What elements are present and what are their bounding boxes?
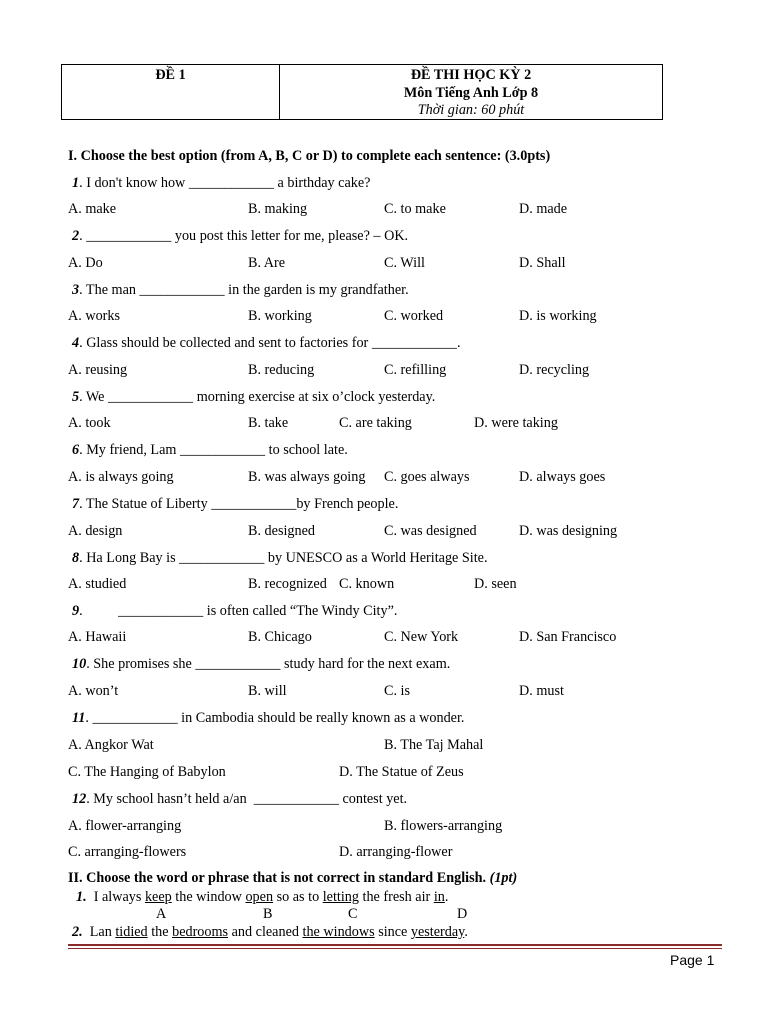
option-c: C. is [384,683,411,699]
question-5: 5. We ____________ morning exercise at six o’clock yesterday. [72,389,436,405]
option-d: D. were taking [474,415,558,431]
option-d: D. San Francisco [519,629,617,645]
footer-rule-thin [68,948,722,949]
question-9: 9. ____________ is often called “The Windy City”. [72,603,398,619]
option-b: B. making [248,201,308,217]
option-c: C. was designed [384,523,477,539]
option-b: B. will [248,683,287,699]
underlined-option-d: in [433,889,445,905]
underlined-option-d: yesterday [410,924,465,940]
underlined-option-c: letting [322,889,359,905]
header-right-cell [280,65,663,120]
option-b: B. Chicago [248,629,312,645]
option-a: A. design [68,523,123,539]
option-d: D. The Statue of Zeus [339,764,464,780]
exam-code: ĐỀ 1 [155,67,186,83]
option-b: B. take [248,415,289,431]
option-c: C. refilling [384,362,447,378]
letter-b: B [263,906,273,922]
exam-time: Thời gian: 60 phút [417,102,525,119]
question-12: 12. My school hasn’t held a/an ____________ contest yet. [72,791,408,807]
question-11: 11. ____________ in Cambodia should be really known as a wonder. [72,710,465,726]
option-b: B. designed [248,523,315,539]
option-a: A. Do [68,255,103,271]
option-a: A. flower-arranging [68,818,182,834]
footer-rule-thick [68,944,722,946]
option-a: A. make [68,201,117,217]
section1-title: I. Choose the best option (from A, B, C or D) to complete each sentence: (3.0pts) [68,148,551,164]
option-b: B. was always going [248,469,366,485]
section2-title: II. Choose the word or phrase that is not correct in standard English. (1pt) [68,870,518,886]
header-left-cell [62,65,280,120]
option-c: C. Will [384,255,425,271]
letter-d: D [457,906,468,922]
option-a: A. studied [68,576,127,592]
option-b: B. working [248,308,312,324]
exam-title: ĐỀ THI HỌC KỲ 2 [410,67,532,83]
option-a: A. won’t [68,683,119,699]
option-a: A. is always going [68,469,174,485]
option-c: C. known [339,576,395,592]
question-1: 1. I don't know how ____________ a birthday cake? [72,175,371,191]
option-d: D. Shall [519,255,566,271]
option-d: D. seen [474,576,517,592]
option-a: A. reusing [68,362,128,378]
question-2: 2. ____________ you post this letter for me, please? – OK. [72,228,409,244]
underlined-option-a: keep [144,889,172,905]
section2-question-2: 2. Lan tidied the bedrooms and cleaned the windows since yesterday. [72,924,468,940]
page-number: Page 1 [670,952,715,968]
exam-subject: Môn Tiếng Anh Lớp 8 [403,84,539,101]
section2-points: (1pt) [489,870,518,886]
option-c: C. are taking [339,415,412,431]
option-a: A. Hawaii [68,629,127,645]
question-8: 8. Ha Long Bay is ____________ by UNESCO as a World Heritage Site. [72,550,488,566]
question-3: 3. The man ____________ in the garden is my grandfather. [72,282,409,298]
question-6: 6. My friend, Lam ____________ to school late. [72,442,348,458]
option-d: D. arranging-flower [339,844,453,860]
option-d: D. must [519,683,564,699]
option-d: D. is working [519,308,597,324]
underlined-option-a: tidied [115,924,148,940]
option-c: C. to make [384,201,446,217]
option-c: C. New York [384,629,459,645]
option-b: B. reducing [248,362,315,378]
header-table [61,64,663,120]
option-b: B. flowers-arranging [384,818,503,834]
option-a: A. Angkor Wat [68,737,154,753]
underlined-option-b: open [245,889,274,905]
option-d: D. made [519,201,568,217]
option-c: C. The Hanging of Babylon [68,764,226,780]
option-b: B. The Taj Mahal [384,737,484,753]
underlined-option-b: bedrooms [172,924,229,940]
section2-question-1: 1. I always keep the window open so as to letting the fresh air in. [76,889,449,905]
option-c: C. worked [384,308,444,324]
option-d: D. always goes [519,469,606,485]
question-10: 10. She promises she ____________ study hard for the next exam. [72,656,451,672]
option-b: B. recognized [248,576,327,592]
option-b: B. Are [248,255,286,271]
underlined-option-c: the windows [302,924,375,940]
option-a: A. took [68,415,111,431]
letter-c: C [348,906,358,922]
option-c: C. goes always [384,469,470,485]
option-d: D. recycling [519,362,590,378]
question-7: 7. The Statue of Liberty ____________by French people. [72,496,399,512]
option-d: D. was designing [519,523,618,539]
letter-a: A [156,906,167,922]
option-c: C. arranging-flowers [68,844,187,860]
question-4: 4. Glass should be collected and sent to factories for ____________. [72,335,461,351]
option-a: A. works [68,308,121,324]
